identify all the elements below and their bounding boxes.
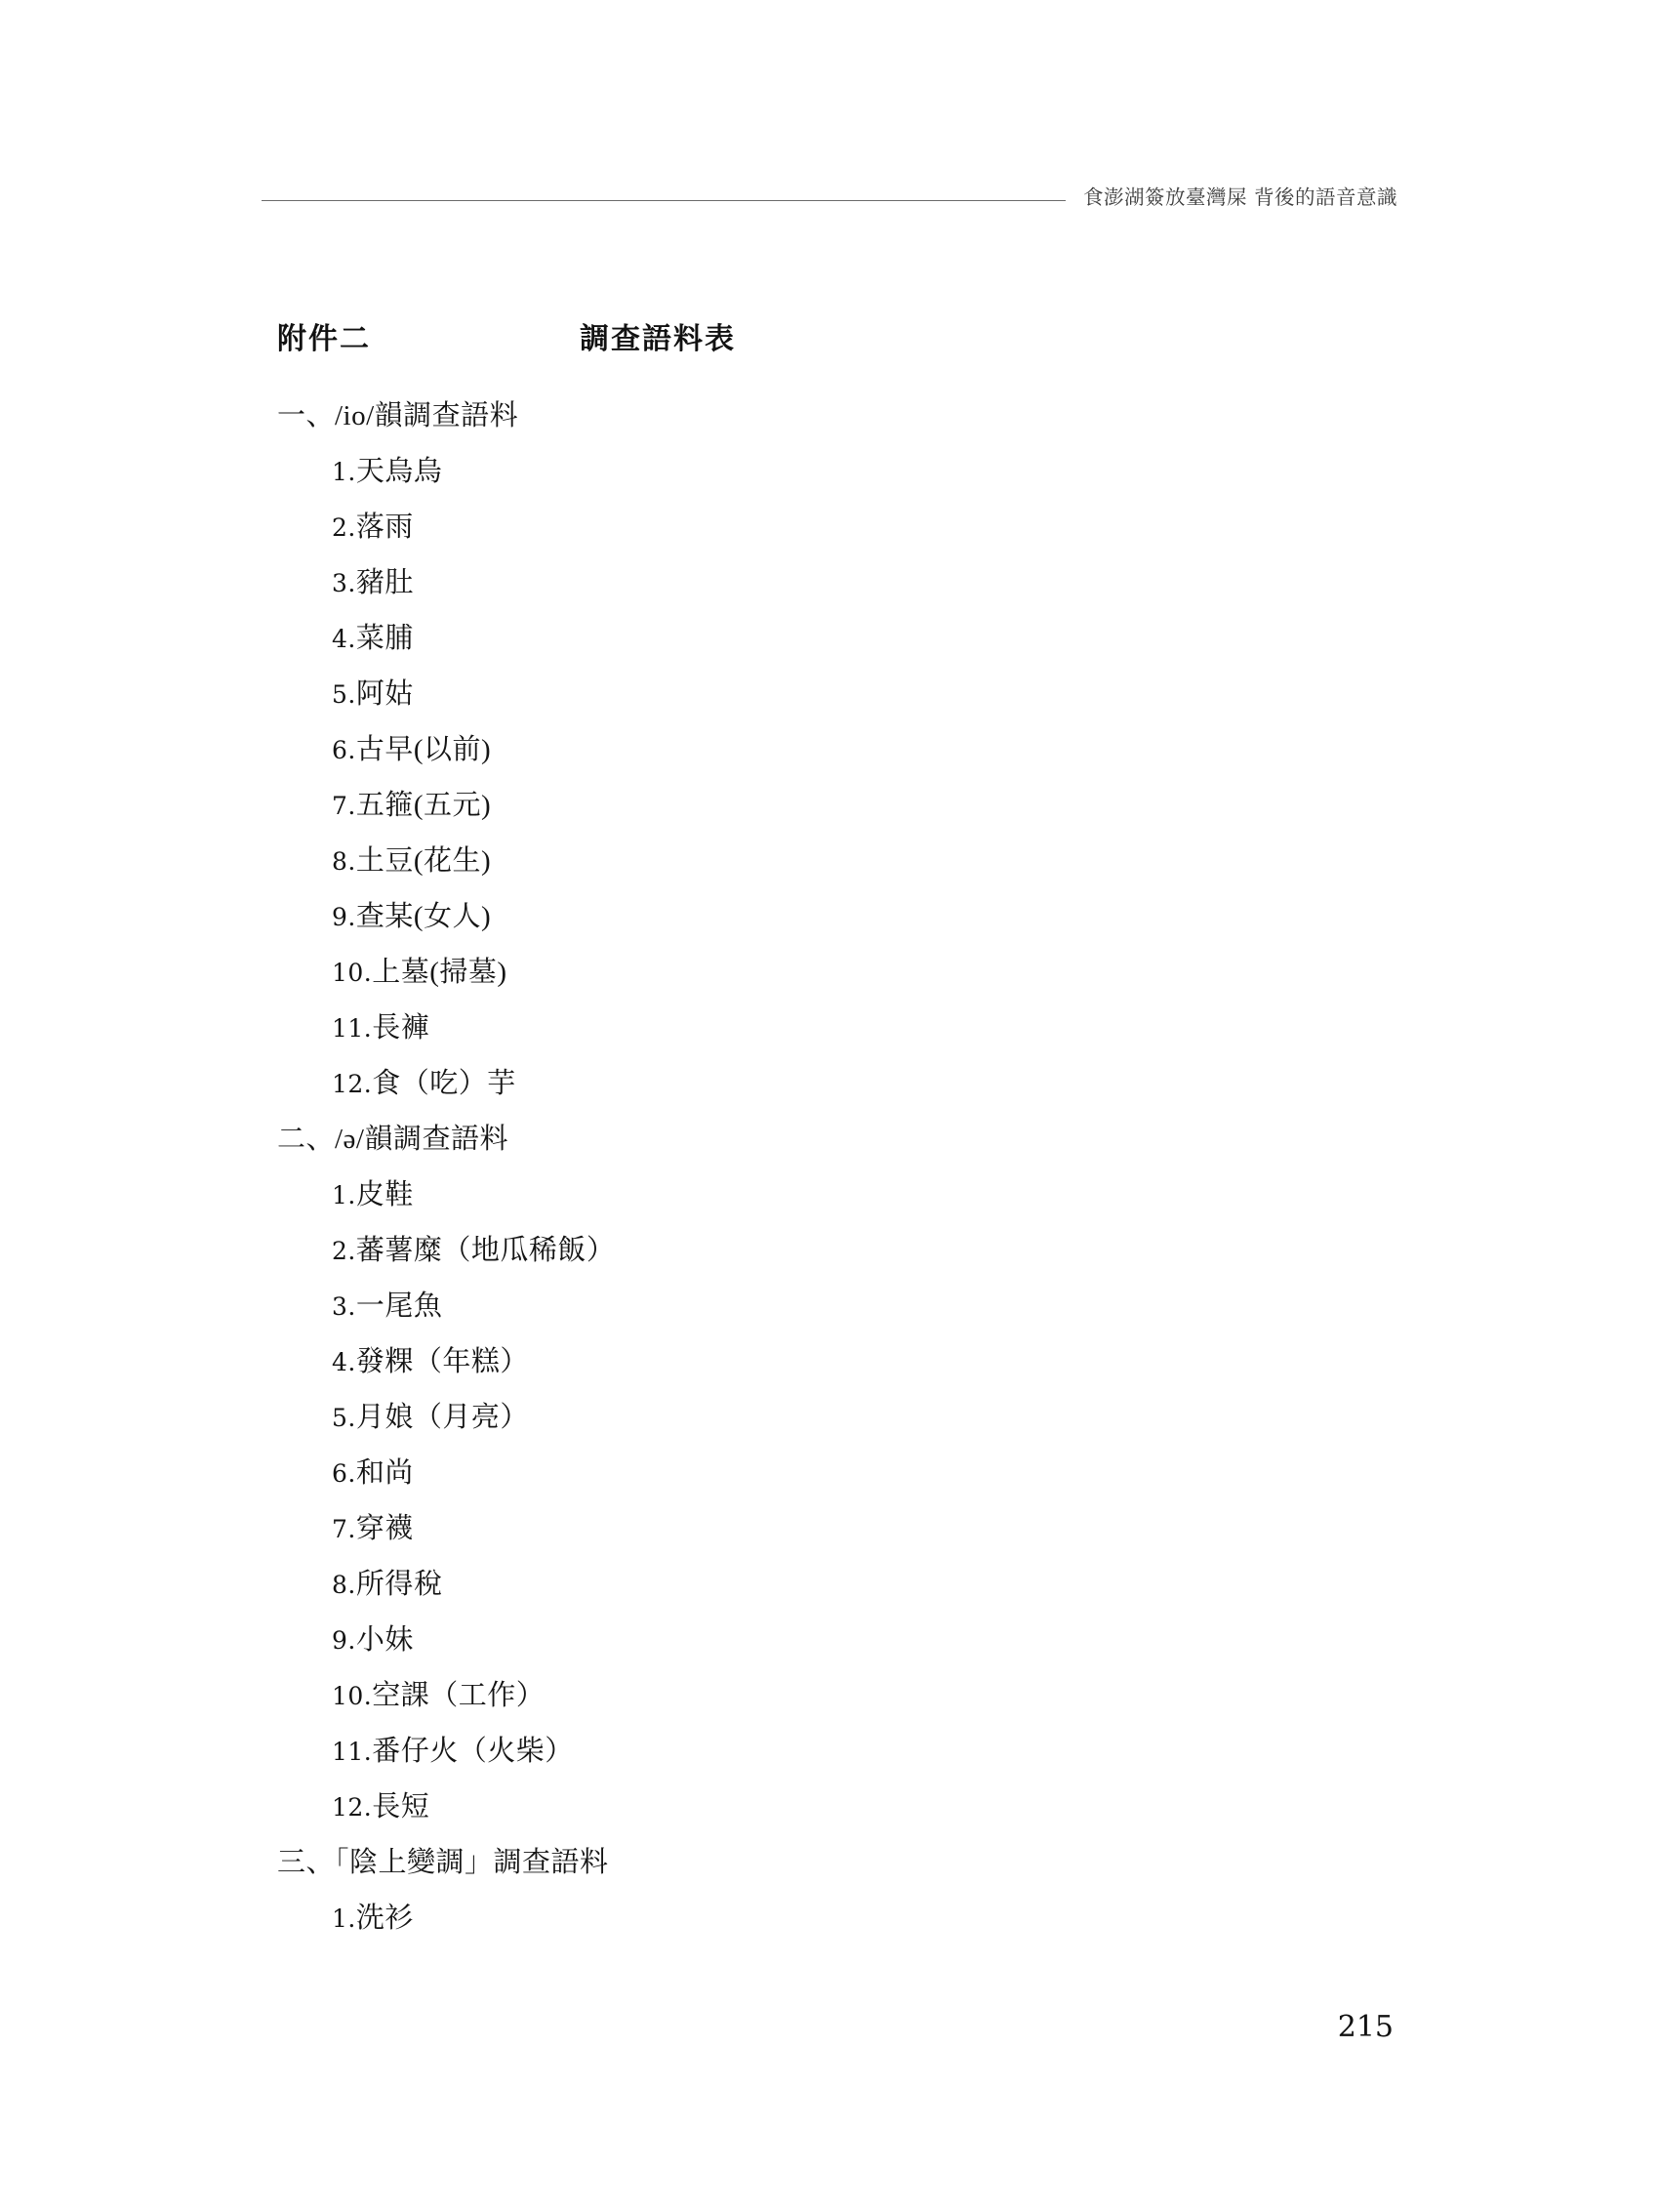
appendix-title-row	[277, 314, 736, 357]
item-number: 1.	[332, 1905, 356, 1933]
item-word: 皮鞋	[355, 1179, 414, 1210]
section-tone-sandhi	[277, 1835, 1380, 1946]
section-heading: 三、「陰上變調」調查語料	[277, 1847, 609, 1878]
item-number: 3.	[332, 1292, 356, 1321]
item-number: 9.	[332, 1626, 356, 1655]
item-number: 2.	[332, 1237, 356, 1265]
item-number: 10.	[332, 1682, 373, 1710]
section-schwa	[277, 1112, 1380, 1835]
list-item	[277, 1668, 1380, 1724]
item-word: 天烏烏	[355, 456, 443, 487]
item-number: 12.	[332, 1793, 373, 1822]
list-item	[277, 1001, 1380, 1056]
item-word: 月娘（月亮）	[355, 1402, 529, 1433]
section-heading: 一、/io/韻調查語料	[277, 400, 519, 431]
list-item	[277, 834, 1380, 889]
item-word: 長褲	[372, 1012, 430, 1044]
item-number: 5.	[332, 1404, 356, 1432]
list-item	[277, 1167, 1380, 1223]
item-word: 五箍(五元)	[355, 790, 492, 821]
item-word: 小妹	[355, 1624, 414, 1656]
section-item-list	[277, 444, 1380, 1112]
item-word: 一尾魚	[355, 1290, 443, 1322]
item-number: 9.	[332, 903, 356, 931]
item-number: 1.	[332, 458, 356, 486]
item-word: 和尚	[355, 1457, 414, 1489]
appendix-label: 附件二	[277, 322, 371, 356]
item-number: 5.	[332, 680, 356, 709]
item-number: 4.	[332, 1348, 356, 1376]
item-number: 10.	[332, 959, 373, 987]
list-item	[277, 1279, 1380, 1334]
list-item	[277, 1446, 1380, 1501]
item-word: 發粿（年糕）	[355, 1346, 529, 1377]
item-number: 3.	[332, 569, 356, 597]
item-word: 落雨	[355, 512, 414, 543]
list-item	[277, 1056, 1380, 1112]
item-word: 所得稅	[355, 1569, 443, 1600]
item-word: 番仔火（火柴）	[372, 1736, 574, 1767]
item-number: 11.	[332, 1014, 373, 1043]
section-item-list	[277, 1167, 1380, 1835]
list-item	[277, 1780, 1380, 1835]
running-header-title: 食澎湖簽放臺灣屎 背後的語音意識	[1082, 185, 1397, 209]
item-word: 空課（工作）	[372, 1680, 546, 1711]
item-word: 蕃薯糜（地瓜稀飯）	[355, 1235, 616, 1266]
item-number: 7.	[332, 1515, 356, 1543]
page-number: 215	[1337, 2010, 1394, 2044]
item-word: 古早(以前)	[355, 734, 492, 765]
item-number: 12.	[332, 1070, 373, 1098]
list-item	[277, 1501, 1380, 1557]
item-word: 土豆(花生)	[355, 845, 492, 877]
list-item	[277, 1613, 1380, 1668]
list-item	[277, 1891, 1380, 1946]
item-word: 查某(女人)	[355, 901, 492, 932]
item-number: 2.	[332, 513, 356, 542]
item-word: 豬肚	[355, 567, 414, 598]
section-heading: 二、/ə/韻調查語料	[277, 1124, 508, 1155]
header-rule	[262, 200, 1066, 201]
item-word: 長短	[372, 1791, 430, 1823]
list-item	[277, 945, 1380, 1001]
item-number: 7.	[332, 792, 356, 820]
item-number: 11.	[332, 1738, 373, 1766]
list-item	[277, 1390, 1380, 1446]
item-word: 洗衫	[355, 1903, 414, 1934]
item-number: 4.	[332, 625, 356, 653]
appendix-title: 調查語料表	[580, 322, 736, 356]
list-item	[277, 1724, 1380, 1780]
item-word: 食（吃）芋	[372, 1068, 516, 1099]
list-item	[277, 889, 1380, 945]
item-number: 6.	[332, 736, 356, 764]
running-header	[262, 176, 1397, 215]
item-number: 8.	[332, 1571, 356, 1599]
item-number: 8.	[332, 847, 356, 876]
item-number: 6.	[332, 1459, 356, 1488]
item-word: 阿姑	[355, 678, 414, 710]
item-word: 穿襪	[355, 1513, 414, 1544]
list-item	[277, 778, 1380, 834]
item-word: 菜脯	[355, 623, 414, 654]
list-item	[277, 1334, 1380, 1390]
item-number: 1.	[332, 1181, 356, 1209]
appendix-content	[277, 389, 1380, 1946]
list-item	[277, 1557, 1380, 1613]
list-item	[277, 667, 1380, 722]
list-item	[277, 500, 1380, 555]
list-item	[277, 444, 1380, 500]
list-item	[277, 1223, 1380, 1279]
section-item-list	[277, 1891, 1380, 1946]
section-io	[277, 389, 1380, 1112]
item-word: 上墓(掃墓)	[372, 957, 507, 988]
list-item	[277, 722, 1380, 778]
list-item	[277, 555, 1380, 611]
list-item	[277, 611, 1380, 667]
